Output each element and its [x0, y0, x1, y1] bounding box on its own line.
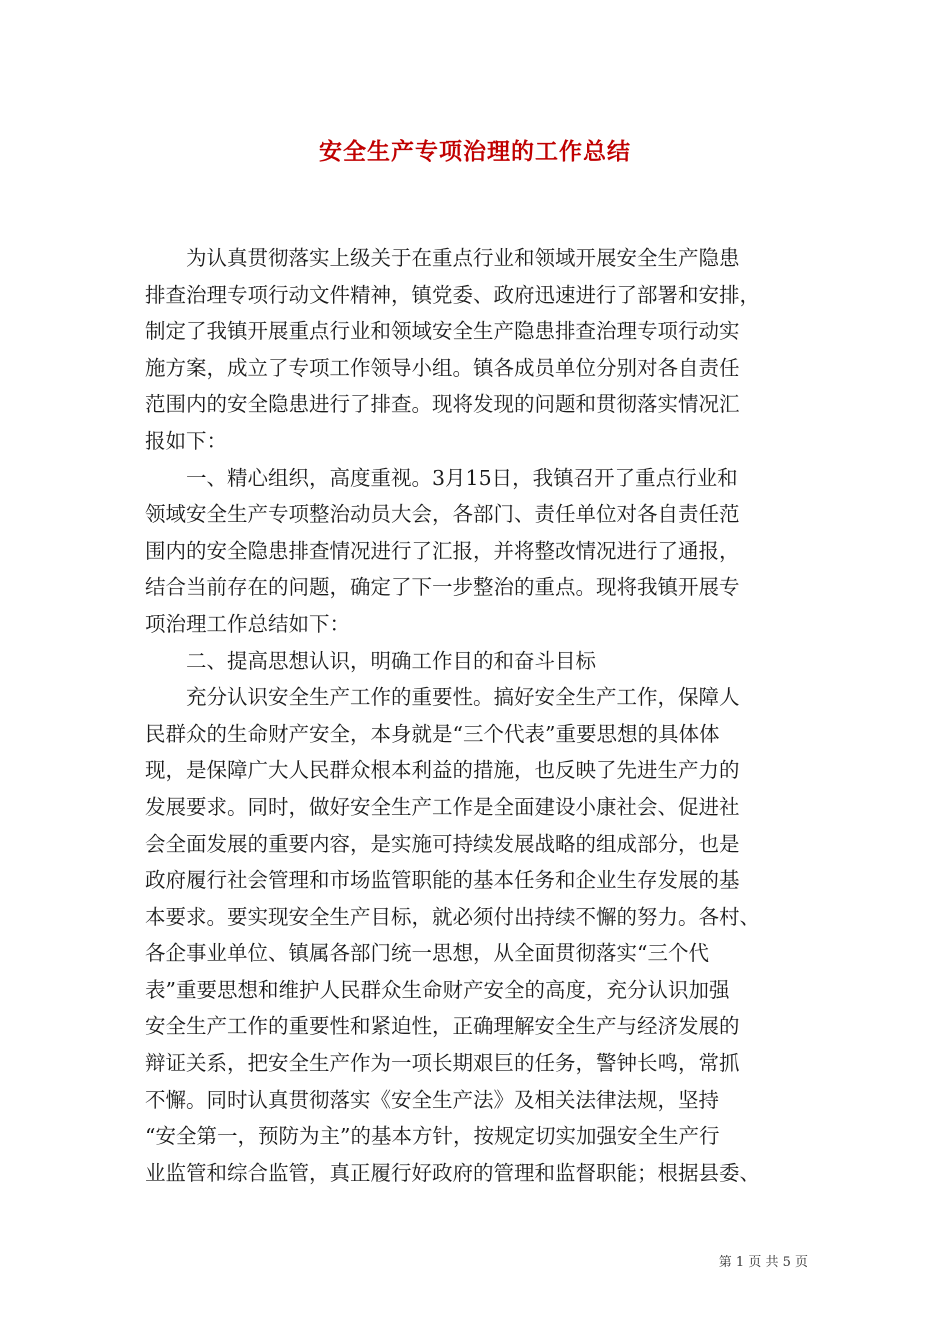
body-line: 表”重要思想和维护人民群众生命财产安全的高度，充分认识加强	[145, 977, 730, 1002]
document-body	[145, 240, 815, 1191]
body-line: 辩证关系，把安全生产作为一项长期艰巨的任务，警钟长鸣，常抓	[145, 1051, 740, 1076]
body-line: 政府履行社会管理和市场监管职能的基本任务和企业生存发展的基	[145, 868, 740, 893]
body-line: 结合当前存在的问题，确定了下一步整治的重点。现将我镇开展专	[145, 575, 740, 600]
body-line: 围内的安全隐患排查情况进行了汇报，并将整改情况进行了通报，	[145, 538, 740, 563]
body-line: 充分认识安全生产工作的重要性。搞好安全生产工作，保障人	[145, 685, 740, 710]
body-line: 项治理工作总结如下：	[145, 611, 350, 636]
body-line: 不懈。同时认真贯彻落实《安全生产法》及相关法律法规，坚持	[145, 1087, 719, 1112]
body-line: 范围内的安全隐患进行了排查。现将发现的问题和贯彻落实情况汇	[145, 392, 740, 417]
body-line: 发展要求。同时，做好安全生产工作是全面建设小康社会、促进社	[145, 794, 740, 819]
page-number: 第 1 页 共 5 页	[718, 1255, 808, 1270]
body-line: 领域安全生产专项整治动员大会，各部门、责任单位对各自责任范	[145, 502, 740, 527]
body-line: 现，是保障广大人民群众根本利益的措施，也反映了先进生产力的	[145, 758, 740, 783]
body-line: 本要求。要实现安全生产目标，就必须付出持续不懈的努力。各村、	[145, 904, 760, 929]
body-line: 施方案，成立了专项工作领导小组。镇各成员单位分别对各自责任	[145, 355, 740, 380]
document-title: 安全生产专项治理的工作总结	[319, 138, 631, 165]
body-line: 报如下：	[145, 428, 227, 453]
body-line: 为认真贯彻落实上级关于在重点行业和领域开展安全生产隐患	[145, 246, 740, 270]
body-line: 民群众的生命财产安全，本身就是“三个代表”重要思想的具体体	[145, 721, 720, 746]
body-line: 一、精心组织，高度重视。3月15日，我镇召开了重点行业和	[145, 465, 738, 490]
body-line: 安全生产工作的重要性和紧迫性，正确理解安全生产与经济发展的	[145, 1014, 740, 1039]
body-line: 二、提高思想认识，明确工作目的和奋斗目标	[145, 648, 596, 673]
body-line: 制定了我镇开展重点行业和领域安全生产隐患排查治理专项行动实	[145, 319, 740, 344]
body-line: 排查治理专项行动文件精神，镇党委、政府迅速进行了部署和安排，	[145, 282, 760, 307]
body-line: 会全面发展的重要内容，是实施可持续发展战略的组成部分，也是	[145, 831, 740, 856]
body-line: “安全第一，预防为主”的基本方针，按规定切实加强安全生产行	[145, 1124, 720, 1149]
body-line: 各企事业单位、镇属各部门统一思想，从全面贯彻落实“三个代	[145, 941, 709, 966]
body-line: 业监管和综合监管，真正履行好政府的管理和监督职能；根据县委、	[145, 1160, 760, 1185]
